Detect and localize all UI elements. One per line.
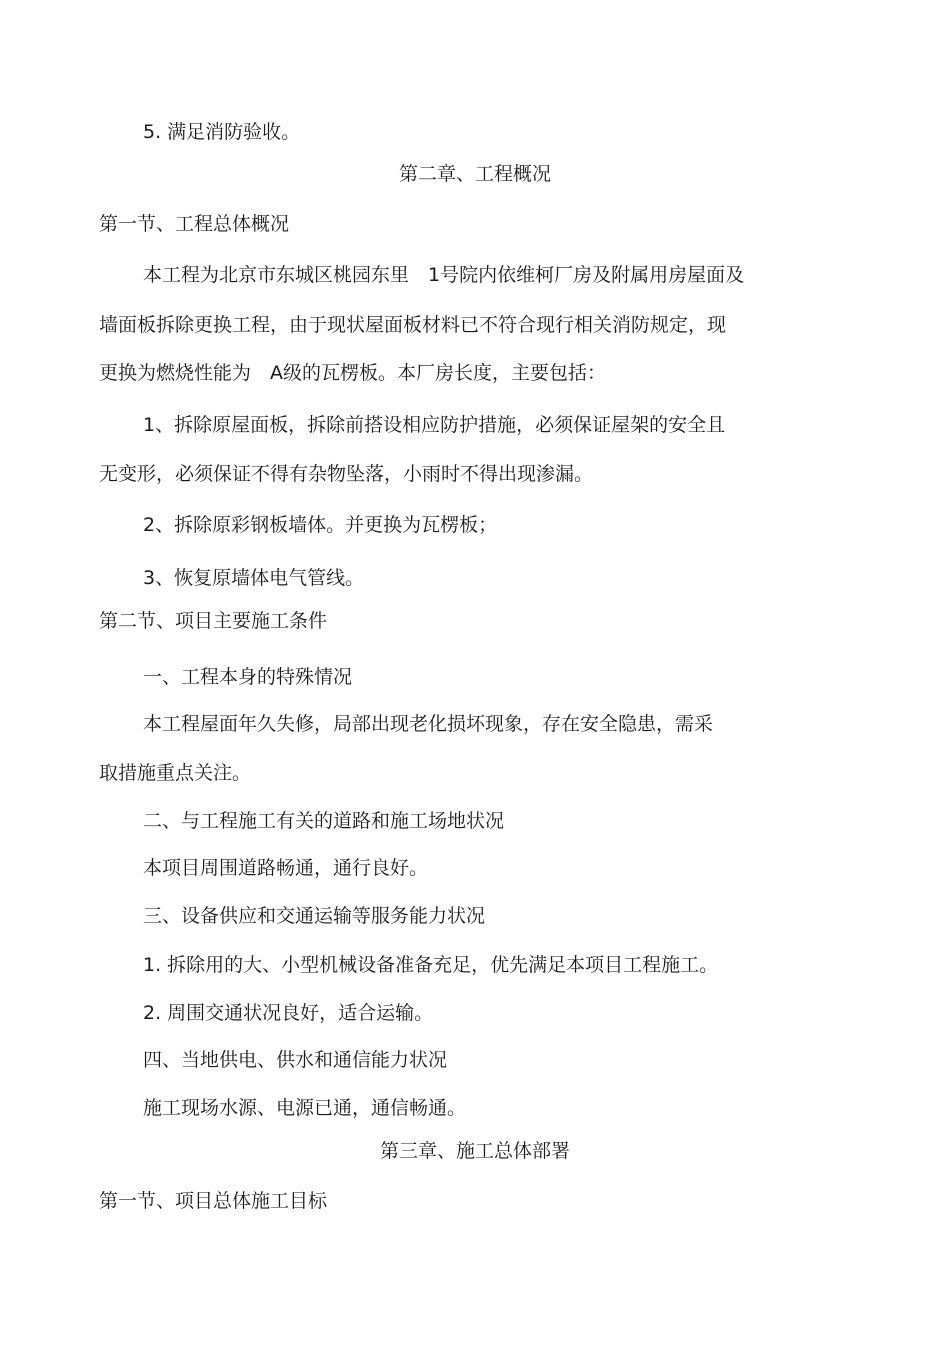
condition-2-text: 本项目周围道路畅通，通行良好。 bbox=[143, 857, 429, 879]
condition-3-item-2: 2. 周围交通状况良好，适合运输。 bbox=[143, 1002, 434, 1024]
scope-item-3: 3、恢复原墙体电气管线。 bbox=[143, 567, 365, 589]
condition-3-item-1: 1. 拆除用的大、小型机械设备准备充足，优先满足本项目工程施工。 bbox=[143, 954, 719, 976]
chapter-3-title: 第三章、施工总体部署 bbox=[379, 1140, 570, 1162]
condition-4-title: 四、当地供电、供水和通信能力状况 bbox=[143, 1049, 448, 1071]
condition-1-text-line-2: 取措施重点关注。 bbox=[99, 762, 252, 784]
chapter-2-title: 第二章、工程概况 bbox=[398, 163, 551, 185]
condition-1-text-line-1: 本工程屋面年久失修，局部出现老化损坏现象，存在安全隐患，需采 bbox=[143, 713, 714, 735]
overview-paragraph-line-3: 更换为燃烧性能为 A级的瓦楞板。本厂房长度，主要包括： bbox=[99, 362, 606, 384]
scope-item-1-line-1: 1、拆除原屋面板，拆除前搭设相应防护措施，必须保证屋架的安全且 bbox=[143, 414, 726, 436]
overview-paragraph-line-1: 本工程为北京市东城区桃园东里 1号院内依维柯厂房及附属用房屋面及 bbox=[143, 264, 745, 286]
condition-4-text: 施工现场水源、电源已通，通信畅通。 bbox=[143, 1097, 467, 1119]
list-item-5: 5. 满足消防验收。 bbox=[143, 121, 301, 143]
condition-2-title: 二、与工程施工有关的道路和施工场地状况 bbox=[143, 810, 505, 832]
chapter-3-section-1-title: 第一节、项目总体施工目标 bbox=[99, 1190, 328, 1212]
chapter-2-section-2-title: 第二节、项目主要施工条件 bbox=[99, 610, 328, 632]
overview-paragraph-line-2: 墙面板拆除更换工程，由于现状屋面板材料已不符合现行相关消防规定，现 bbox=[99, 314, 727, 336]
condition-3-title: 三、设备供应和交通运输等服务能力状况 bbox=[143, 905, 486, 927]
condition-1-title: 一、工程本身的特殊情况 bbox=[143, 666, 353, 688]
chapter-2-section-1-title: 第一节、工程总体概况 bbox=[99, 213, 290, 235]
scope-item-2: 2、拆除原彩钢板墙体。并更换为瓦楞板； bbox=[143, 514, 498, 536]
scope-item-1-line-2: 无变形，必须保证不得有杂物坠落，小雨时不得出现渗漏。 bbox=[99, 463, 594, 485]
